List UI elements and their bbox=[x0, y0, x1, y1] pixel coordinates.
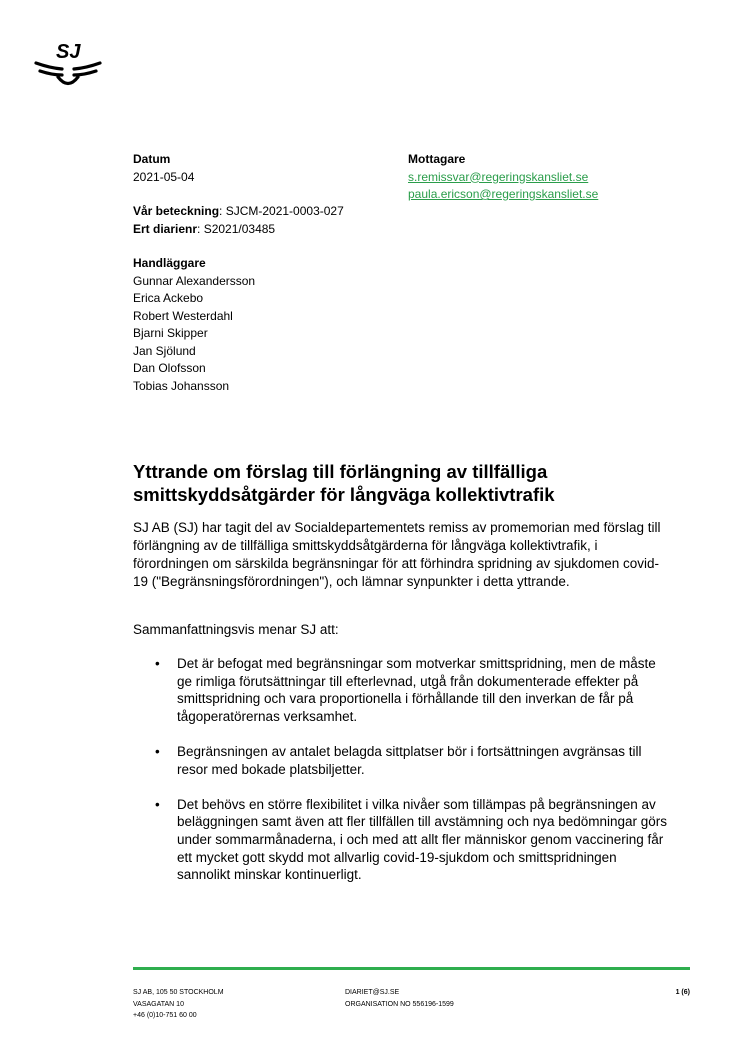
bullet-text: Det är befogat med begränsningar som motverkar smittspridning, men de måste ge rimliga förutsättningar till efterlevnad, utgå från dokumenterade effekter på smittspridning och vara proportionella i förhållande till den inverkan de får på tågoperatörernas verksamhet. bbox=[177, 656, 656, 724]
page-number: 1 (6) bbox=[675, 989, 690, 996]
recipients bbox=[408, 151, 688, 204]
datum-label: Datum bbox=[133, 152, 171, 166]
footer-company: SJ AB, 105 50 STOCKHOLM bbox=[133, 989, 224, 996]
bullet-icon: • bbox=[155, 656, 160, 671]
bullet-icon: • bbox=[155, 743, 160, 759]
list-item bbox=[150, 655, 670, 725]
bullet-text: Begränsningen av antalet belagda sittplatser bör i fortsättningen avgränsas till resor med bokade platsbiljetter. bbox=[177, 743, 642, 777]
handlaggare-name: Dan Olofsson bbox=[133, 361, 206, 375]
recipient-email-link[interactable]: s.remissvar@regeringskansliet.se bbox=[408, 169, 589, 184]
handlaggare-name: Robert Westerdahl bbox=[133, 308, 233, 323]
sj-logo bbox=[34, 38, 102, 88]
footer-divider bbox=[133, 967, 690, 970]
bullet-text: Det behövs en större flexibilitet i vilka nivåer som tillämpas på begränsningen av beläggningen samt även att fler tillfällen till avstämning och nya bedömningar görs under sommarmånaderna, i och med att allt fler människor genom vaccinering får ett mycket gott skydd mot allvarlig covid-19-sjukdom och smittspridningen sannolikt minskar kontinuerligt. bbox=[177, 796, 668, 883]
var-beteckning bbox=[133, 203, 393, 221]
bullet-icon: • bbox=[155, 796, 160, 812]
summary-lead: Sammanfattningsvis menar SJ att: bbox=[133, 622, 339, 637]
handlaggare-name: Gunnar Alexandersson bbox=[133, 273, 256, 288]
handlaggare-name: Bjarni Skipper bbox=[133, 326, 208, 340]
ert-diarienr-value: : S2021/03485 bbox=[197, 221, 276, 236]
footer-phone: +46 (0)10-751 60 00 bbox=[133, 1012, 197, 1019]
intro-paragraph: SJ AB (SJ) har tagit del av Socialdepartementets remiss av promemorian med förslag till förlängning av de tillfälliga smittskyddsåtgärderna för långväga kollektivtrafik, i förordningen om särskilda begränsningar för att förhindra spridning av sjukdomen covid-19 ("Begränsningsförordningen"), och lämnar synpunkter i detta yttrande. bbox=[133, 520, 661, 589]
var-beteckning-value: : SJCM-2021-0003-027 bbox=[219, 204, 344, 218]
list-item bbox=[150, 796, 670, 884]
ert-diarienr-label: Ert diarienr bbox=[133, 221, 198, 236]
recipient-email-link[interactable]: paula.ericson@regeringskansliet.se bbox=[408, 187, 599, 201]
summary-bullet-list bbox=[150, 655, 670, 884]
handlaggare-list bbox=[133, 273, 393, 396]
handlaggare-name: Erica Ackebo bbox=[133, 291, 204, 305]
document-metadata bbox=[133, 151, 393, 395]
footer-street: VASAGATAN 10 bbox=[133, 1000, 184, 1008]
ert-diarienr bbox=[133, 221, 393, 239]
datum-value: 2021-05-04 bbox=[133, 169, 195, 184]
handlaggare-name: Tobias Johansson bbox=[133, 378, 230, 393]
handlaggare-name: Jan Sjölund bbox=[133, 343, 196, 358]
footer-address bbox=[133, 987, 323, 1022]
var-beteckning-label: Vår beteckning bbox=[133, 204, 220, 218]
footer-org: ORGANISATION NO 556196-1599 bbox=[345, 1000, 454, 1008]
logo-text: SJ bbox=[56, 41, 81, 63]
footer-contact bbox=[345, 987, 565, 1010]
list-item bbox=[150, 743, 670, 778]
document-title: Yttrande om förslag till förlängning av tillfälliga smittskyddsåtgärder för långväga kollektivtrafik bbox=[133, 461, 555, 505]
handlaggare-label: Handläggare bbox=[133, 256, 206, 270]
footer-email: DIARIET@SJ.SE bbox=[345, 989, 400, 996]
recipients-label: Mottagare bbox=[408, 152, 466, 166]
